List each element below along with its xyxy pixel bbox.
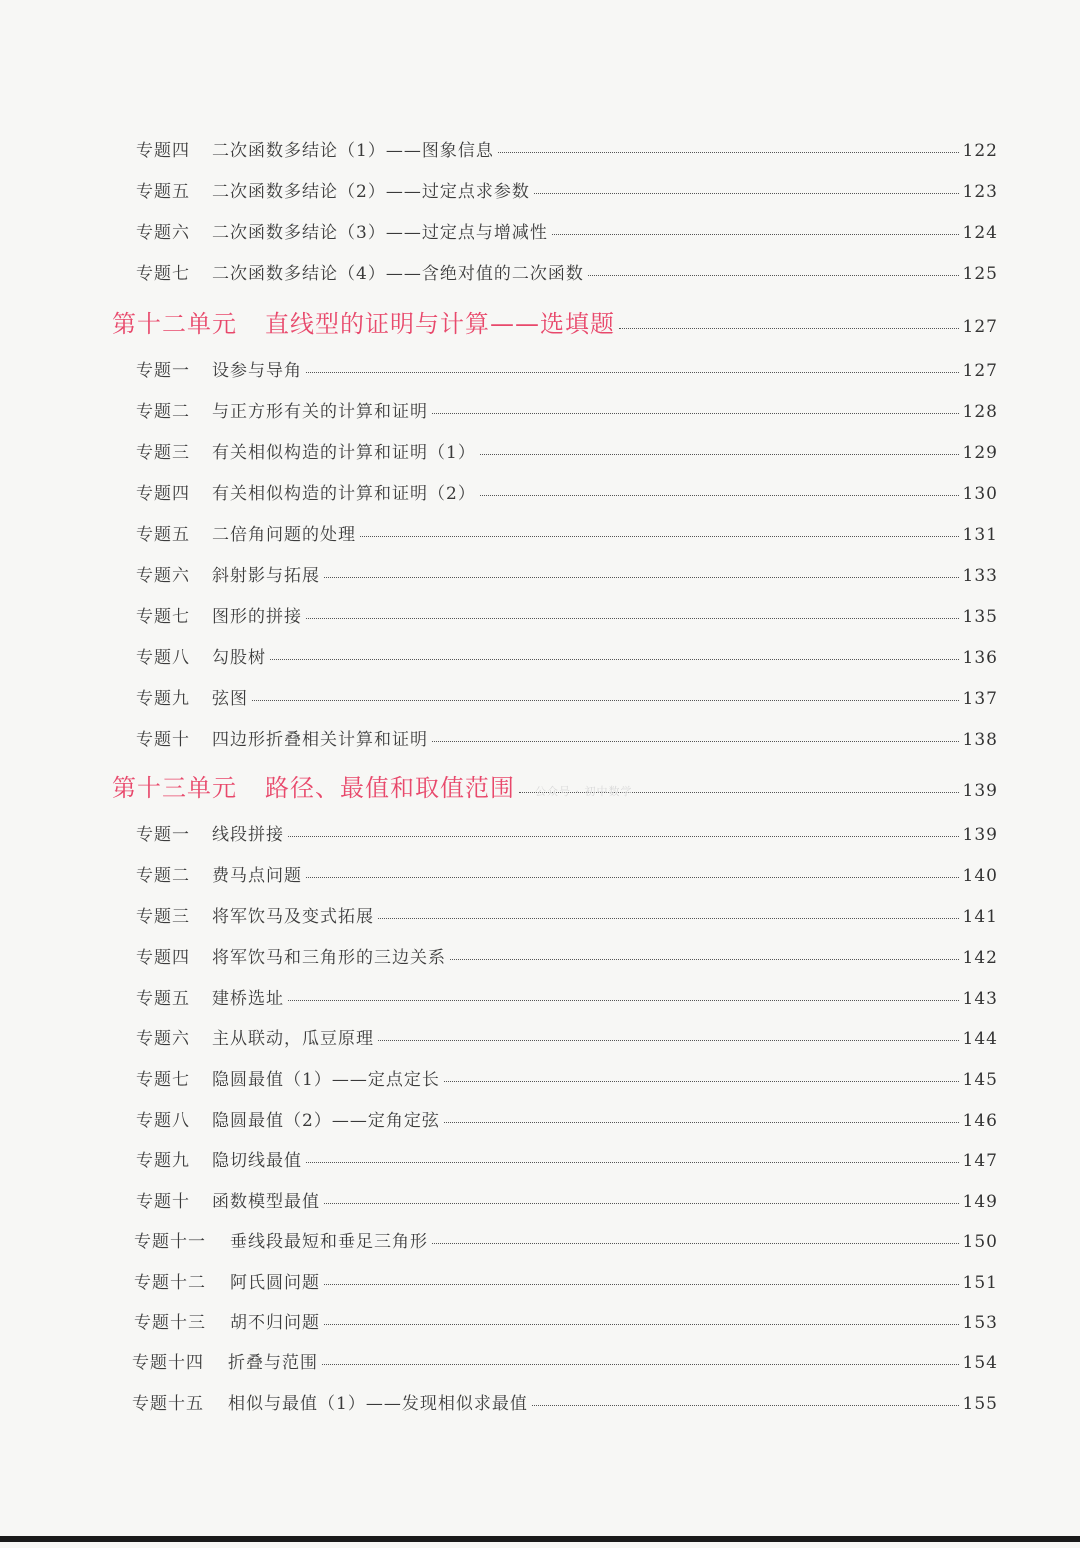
leader-dots: [324, 1324, 959, 1325]
toc-entry[interactable]: [136, 643, 998, 668]
topic-title: 四边形折叠相关计算和证明: [212, 730, 428, 750]
page-number: 145: [962, 1070, 998, 1090]
leader-dots: [252, 700, 959, 701]
page-number: 129: [962, 443, 998, 463]
leader-dots: [432, 1243, 959, 1244]
unit-heading-12[interactable]: [112, 304, 998, 339]
topic-label: 专题五: [136, 525, 190, 545]
topic-label: 专题十二: [134, 1273, 206, 1293]
page-number: 141: [962, 907, 998, 927]
topic-title: 图形的拼接: [212, 607, 302, 627]
leader-dots: [444, 1081, 959, 1082]
page-number: 149: [962, 1192, 998, 1212]
page-number: 125: [962, 264, 998, 284]
topic-title: 阿氏圆问题: [230, 1273, 320, 1293]
topic-title: 将军饮马和三角形的三边关系: [212, 948, 446, 968]
topic-label: 专题七: [136, 607, 190, 627]
topic-title: 费马点问题: [212, 866, 302, 886]
page-number: 137: [962, 689, 998, 709]
topic-title: 线段拼接: [212, 825, 284, 845]
topic-label: 专题四: [136, 948, 190, 968]
topic-title: 二次函数多结论（3）——过定点与增减性: [212, 223, 548, 243]
page-number: 150: [962, 1232, 998, 1252]
toc-entry[interactable]: [136, 1065, 998, 1090]
page-number: 139: [962, 781, 998, 801]
topic-label: 专题十: [136, 1192, 190, 1212]
topic-label: 专题一: [136, 361, 190, 381]
topic-label: 专题七: [136, 1070, 190, 1090]
topic-label: 专题二: [136, 866, 190, 886]
leader-dots: [324, 1284, 959, 1285]
leader-dots: [324, 577, 959, 578]
page-number: 151: [962, 1273, 998, 1293]
page-number: 128: [962, 402, 998, 422]
unit-label: 第十三单元: [112, 774, 237, 802]
leader-dots: [444, 1122, 959, 1123]
topic-label: 专题五: [136, 182, 190, 202]
topic-title: 函数模型最值: [212, 1192, 320, 1212]
topic-title: 勾股树: [212, 648, 266, 668]
page-number: 146: [962, 1111, 998, 1131]
toc-entry[interactable]: [136, 902, 998, 927]
topic-title: 二倍角问题的处理: [212, 525, 356, 545]
topic-title: 建桥选址: [212, 989, 284, 1009]
leader-dots: [534, 193, 959, 194]
leader-dots: [532, 1405, 959, 1406]
toc-entry[interactable]: [136, 438, 998, 463]
topic-title: 与正方形有关的计算和证明: [212, 402, 428, 422]
topic-title: 二次函数多结论（2）——过定点求参数: [212, 182, 530, 202]
unit-label: 第十二单元: [112, 310, 237, 338]
leader-dots: [498, 152, 959, 153]
page-number: 135: [962, 607, 998, 627]
leader-dots: [432, 741, 959, 742]
toc-entry[interactable]: [136, 984, 998, 1009]
page-number: 131: [962, 525, 998, 545]
topic-label: 专题十四: [132, 1353, 204, 1373]
leader-dots: [288, 1000, 959, 1001]
page-number: 139: [962, 825, 998, 845]
toc-entry[interactable]: [136, 1024, 998, 1049]
topic-title: 弦图: [212, 689, 248, 709]
topic-title: 折叠与范围: [228, 1353, 318, 1373]
topic-title: 有关相似构造的计算和证明（1）: [212, 443, 476, 463]
page-number: 130: [962, 484, 998, 504]
topic-label: 专题四: [136, 141, 190, 161]
topic-title: 垂线段最短和垂足三角形: [230, 1232, 428, 1252]
toc-entry[interactable]: [136, 943, 998, 968]
unit-title: 直线型的证明与计算——选填题: [265, 310, 615, 338]
page-number: 122: [962, 141, 998, 161]
topic-label: 专题六: [136, 566, 190, 586]
topic-title: 隐圆最值（2）——定角定弦: [212, 1111, 440, 1131]
scan-edge-bar: [0, 1536, 1080, 1542]
topic-label: 专题十一: [134, 1232, 206, 1252]
leader-dots: [450, 959, 959, 960]
leader-dots: [322, 1364, 959, 1365]
topic-title: 相似与最值（1）——发现相似求最值: [228, 1394, 528, 1414]
page-number: 144: [962, 1029, 998, 1049]
toc-entry[interactable]: [136, 259, 998, 284]
unit-title: 路径、最值和取值范围: [265, 774, 515, 802]
toc-entry[interactable]: [136, 479, 998, 504]
page-number: 153: [962, 1313, 998, 1333]
topic-label: 专题十五: [132, 1394, 204, 1414]
toc-entry[interactable]: [136, 602, 998, 627]
leader-dots: [324, 1203, 959, 1204]
topic-label: 专题一: [136, 825, 190, 845]
topic-title: 将军饮马及变式拓展: [212, 907, 374, 927]
toc-entry[interactable]: [136, 356, 998, 381]
topic-label: 专题五: [136, 989, 190, 1009]
page-number: 124: [962, 223, 998, 243]
leader-dots: [306, 618, 959, 619]
leader-dots: [619, 328, 959, 329]
toc-entry[interactable]: [136, 218, 998, 243]
toc-entry[interactable]: [136, 177, 998, 202]
toc-entry[interactable]: [136, 397, 998, 422]
topic-label: 专题十: [136, 730, 190, 750]
leader-dots: [432, 413, 959, 414]
topic-label: 专题八: [136, 648, 190, 668]
toc-entry[interactable]: [136, 1146, 998, 1171]
topic-label: 专题六: [136, 223, 190, 243]
topic-label: 专题九: [136, 1151, 190, 1171]
topic-title: 主从联动，瓜豆原理: [212, 1029, 374, 1049]
topic-label: 专题三: [136, 907, 190, 927]
page-number: 142: [962, 948, 998, 968]
leader-dots: [306, 1162, 959, 1163]
leader-dots: [306, 372, 959, 373]
topic-title: 隐圆最值（1）——定点定长: [212, 1070, 440, 1090]
toc-entry[interactable]: [136, 520, 998, 545]
toc-entry[interactable]: [136, 861, 998, 886]
leader-dots: [378, 1040, 959, 1041]
topic-label: 专题三: [136, 443, 190, 463]
page-number: 127: [962, 361, 998, 381]
toc-entry[interactable]: [136, 725, 998, 750]
toc-entry[interactable]: [132, 1389, 998, 1414]
topic-title: 设参与导角: [212, 361, 302, 381]
topic-title: 有关相似构造的计算和证明（2）: [212, 484, 476, 504]
toc-entry[interactable]: [134, 1268, 998, 1293]
page-number: 154: [962, 1353, 998, 1373]
leader-dots: [378, 918, 959, 919]
leader-dots: [306, 877, 959, 878]
topic-title: 二次函数多结论（4）——含绝对值的二次函数: [212, 264, 584, 284]
page-number: 136: [962, 648, 998, 668]
page-number: 123: [962, 182, 998, 202]
leader-dots: [360, 536, 959, 537]
topic-title: 斜射影与拓展: [212, 566, 320, 586]
topic-label: 专题七: [136, 264, 190, 284]
topic-label: 专题九: [136, 689, 190, 709]
toc-entry[interactable]: [132, 1348, 998, 1373]
toc-entry[interactable]: [134, 1308, 998, 1333]
toc-entry[interactable]: [136, 684, 998, 709]
topic-label: 专题四: [136, 484, 190, 504]
leader-dots: [288, 836, 959, 837]
page-number: 133: [962, 566, 998, 586]
toc-entry[interactable]: [134, 1227, 998, 1252]
watermark: 公众号 · 初中数学: [535, 785, 633, 798]
toc-entry[interactable]: [136, 561, 998, 586]
topic-title: 隐切线最值: [212, 1151, 302, 1171]
page-number: 143: [962, 989, 998, 1009]
page-number: 140: [962, 866, 998, 886]
leader-dots: [588, 275, 959, 276]
toc-entry[interactable]: [136, 136, 998, 161]
toc-entry[interactable]: [136, 1106, 998, 1131]
topic-label: 专题二: [136, 402, 190, 422]
topic-label: 专题六: [136, 1029, 190, 1049]
topic-title: 胡不归问题: [230, 1313, 320, 1333]
leader-dots: [480, 454, 959, 455]
topic-label: 专题八: [136, 1111, 190, 1131]
toc-entry[interactable]: [136, 1187, 998, 1212]
page-number: 138: [962, 730, 998, 750]
page-number: 127: [962, 317, 998, 337]
topic-title: 二次函数多结论（1）——图象信息: [212, 141, 494, 161]
toc-entry[interactable]: [136, 820, 998, 845]
leader-dots: [552, 234, 959, 235]
leader-dots: [270, 659, 959, 660]
leader-dots: [480, 495, 959, 496]
page-number: 147: [962, 1151, 998, 1171]
page-number: 155: [962, 1394, 998, 1414]
topic-label: 专题十三: [134, 1313, 206, 1333]
